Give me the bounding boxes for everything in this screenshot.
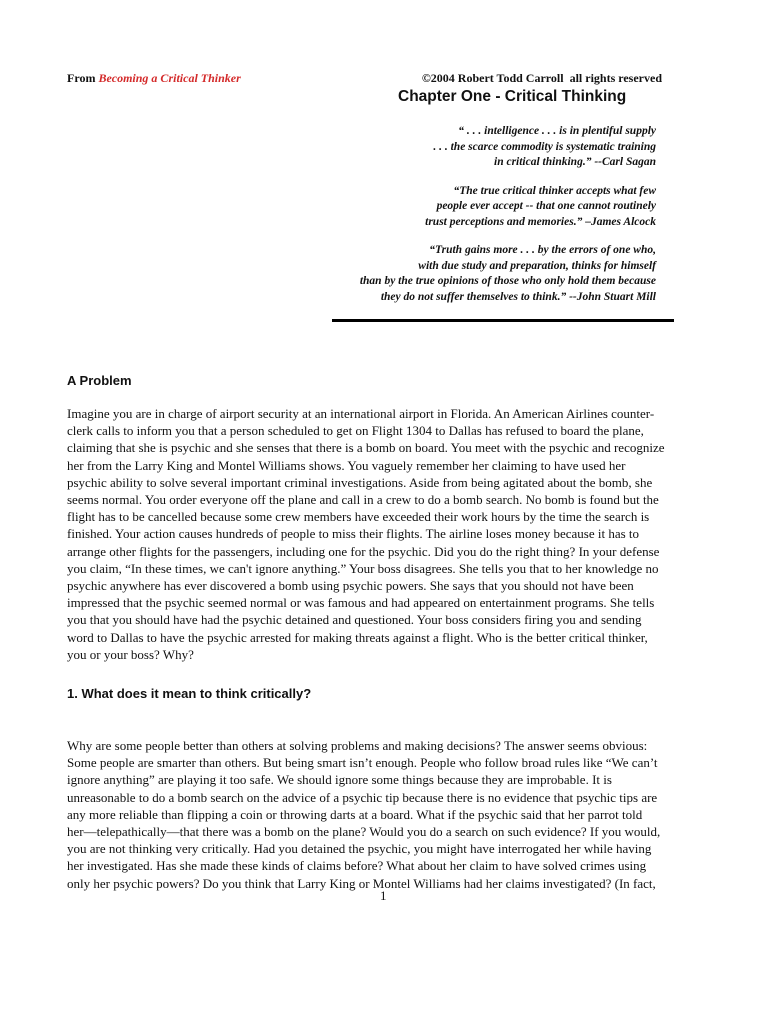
epigraph-line: . . . the scarce commodity is systematic training — [433, 140, 656, 153]
text-line: her—telepathically—that there was a bomb on the plane? Would you do a search on such evidence? If you would, — [67, 824, 661, 840]
epigraph-line: in critical thinking.” --Carl Sagan — [494, 156, 656, 168]
epigraph-line: with due study and preparation, thinks for himself — [418, 259, 656, 272]
text-line: only her psychic powers? Do you think that Larry King or Montel Williams had her claims investigated? (In fact, — [67, 875, 656, 891]
text-line: you that you should have had the psychic detained and questioned. Your boss considers firing you and sending — [67, 612, 642, 628]
section-heading-problem: A Problem — [67, 373, 132, 388]
epigraph-line: “ . . . intelligence . . . is in plentiful supply — [458, 125, 656, 137]
text-line: you or your boss? Why? — [67, 646, 194, 662]
text-line: her from the Larry King and Montel Williams shows. You vaguely remember her claiming to have used her — [67, 457, 626, 473]
text-line: you are not thinking very critically. Had you detained the psychic, you might have interrogated her while having — [67, 841, 652, 857]
epigraph-mill — [236, 243, 656, 305]
text-line: impressed that the psychic seemed normal or was famous and had appeared on entertainment programs. She tells — [67, 595, 655, 611]
text-line: arrange other flights for the passengers, including one for the psychic. Did you do the right thing? In your defense — [67, 543, 660, 559]
text-line: psychic anywhere has ever discovered a bomb using psychic powers. She says that you should not have been — [67, 578, 634, 594]
book-title: Becoming a Critical Thinker — [98, 71, 241, 85]
epigraph-line: than by the true opinions of those who only hold them because — [359, 275, 656, 287]
text-line: Why are some people better than others at solving problems and making decisions? The answer seems obvious: — [67, 738, 648, 753]
epigraph-line: people ever accept -- that one cannot routinely — [436, 200, 656, 212]
epigraph-line: they do not suffer themselves to think.” --John Stuart Mill — [380, 290, 656, 303]
copyright-notice: ©2004 Robert Todd Carroll all rights reserved — [421, 71, 662, 85]
text-line: ignore anything” are playing it too safe. We should ignore some things because they are improbable. It is — [67, 772, 612, 788]
text-line: finished. Your action causes hundreds of people to miss their flights. The airline loses money because it has to — [67, 526, 640, 542]
section-heading-1: 1. What does it mean to think critically? — [67, 686, 312, 701]
epigraph-sagan — [236, 124, 656, 171]
text-line: word to Dallas to have the psychic arrested for making threats against a flight. Who is the better critical thinker, — [67, 629, 648, 645]
text-line: flight has to be cancelled because some crew members have exceeded their work hours by the time the search is — [67, 509, 650, 525]
text-line: any more reliable than flipping a coin or throwing darts at a board. What if the psychic said that her parrot told — [67, 806, 643, 822]
chapter-title: Chapter One - Critical Thinking — [398, 88, 627, 105]
divider-rule — [332, 319, 674, 322]
text-line: Some people are smarter than others. But being smart isn’t enough. People who follow broad rules like “We can’t — [67, 755, 658, 771]
text-line: Imagine you are in charge of airport security at an international airport in Florida. An American Airlines counter- — [67, 406, 655, 421]
epigraphs — [236, 124, 656, 318]
epigraph-line: “The true critical thinker accepts what few — [453, 184, 656, 197]
epigraph-line: trust perceptions and memories.” –James Alcock — [425, 215, 656, 228]
text-line: you claim, “In these times, we can't ignore anything.” Your boss disagrees. She tells you that to her knowledge no — [67, 560, 659, 576]
epigraph-line: “Truth gains more . . . by the errors of one who, — [429, 244, 656, 256]
text-line: psychic ability to solve several important criminal investigations. Aside from being agitated about the bomb, she — [67, 474, 653, 490]
text-line: unreasonable to do a bomb search on the advice of a psychic tip because there is no evidence that psychic tips are — [67, 789, 658, 805]
page-number: 1 — [380, 888, 387, 903]
text-line: claiming that she is psychic and she senses that there is a bomb on board. You meet with the psychic and recognize — [67, 440, 665, 456]
epigraph-alcock — [236, 184, 656, 231]
text-line: her investigated. Has she made these kinds of claims before? What about her claim to have solved crimes using — [67, 858, 647, 874]
paragraph-problem — [67, 405, 707, 663]
source-attribution — [67, 71, 241, 86]
paragraph-section-1 — [67, 737, 707, 892]
text-line: clerk calls to inform you that a person scheduled to get on Flight 1304 to Dallas has refused to board the plane, — [67, 423, 644, 439]
from-label: From — [67, 71, 96, 85]
text-line: seems normal. You order everyone off the plane and call in a crew to do a bomb search. No bomb is found but the — [67, 492, 659, 508]
